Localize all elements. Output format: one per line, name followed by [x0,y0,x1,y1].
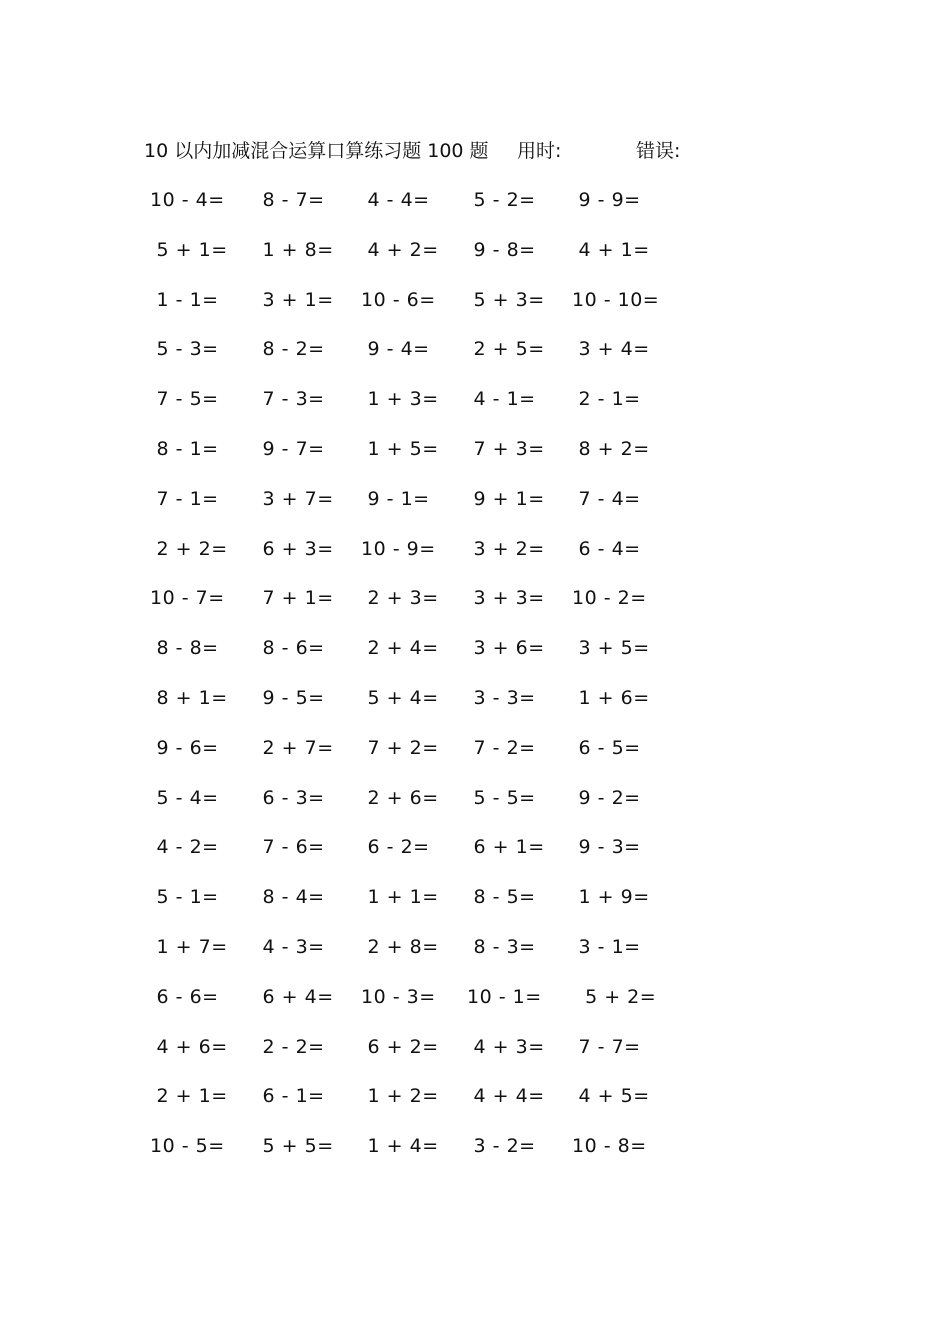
problem-item: 6 - 6= [150,985,219,1008]
problem-item: 8 + 2= [572,437,650,460]
problem-item: 6 - 1= [256,1085,325,1108]
problem-item: 10 - 7= [150,587,225,610]
problem-item: 5 - 2= [467,189,536,211]
problem-item: 3 + 5= [572,637,650,660]
problem-grid [0,185,950,1181]
problem-item: 10 - 8= [572,1135,647,1158]
problem-item: 4 - 1= [467,388,536,411]
problem-item: 2 + 2= [150,537,228,560]
problem-item: 9 - 3= [572,836,641,859]
problem-item: 6 + 4= [256,985,334,1008]
problem-item: 5 + 3= [467,288,545,311]
problem-item: 5 + 4= [361,686,439,709]
problem-item: 9 - 8= [467,238,536,261]
problem-item: 8 - 7= [256,189,325,211]
problem-item: 1 - 1= [150,288,219,311]
problem-item: 6 - 4= [572,537,641,560]
problem-item: 10 - 9= [361,537,436,560]
problem-item: 7 - 3= [256,388,325,411]
problem-row [0,783,950,833]
problem-item: 5 + 5= [256,1135,334,1158]
problem-item: 3 + 7= [256,487,334,510]
problem-item: 4 + 6= [150,1035,228,1058]
problem-row [0,1032,950,1082]
problem-row [0,733,950,783]
problem-item: 8 - 8= [150,637,219,660]
problem-item: 8 - 6= [256,637,325,660]
problem-item: 10 - 3= [361,985,436,1008]
problem-item: 3 - 2= [467,1135,536,1158]
problem-item: 9 - 5= [256,686,325,709]
problem-item: 3 - 1= [572,935,641,958]
problem-item: 8 - 5= [467,886,536,909]
problem-item: 9 + 1= [467,487,545,510]
problem-row [0,235,950,285]
problem-row [0,932,950,982]
problem-item: 1 + 7= [150,935,228,958]
problem-item: 3 + 6= [467,637,545,660]
problem-item: 2 + 8= [361,935,439,958]
problem-item: 7 - 2= [467,736,536,759]
problem-row [0,185,950,235]
problem-item: 9 - 1= [361,487,430,510]
problem-item: 5 + 1= [150,238,228,261]
problem-item: 1 + 9= [572,886,650,909]
problem-item: 1 + 8= [256,238,334,261]
problem-row [0,1081,950,1131]
problem-row [0,434,950,484]
problem-item: 6 + 1= [467,836,545,859]
problem-item: 9 - 2= [572,786,641,809]
problem-item: 10 - 2= [572,587,647,610]
problem-item: 3 - 3= [467,686,536,709]
problem-item: 1 + 4= [361,1135,439,1158]
problem-item: 6 + 3= [256,537,334,560]
problem-item: 7 - 5= [150,388,219,411]
worksheet-header [0,137,950,165]
problem-item: 9 - 7= [256,437,325,460]
problem-item: 4 + 4= [467,1085,545,1108]
problem-item: 6 + 2= [361,1035,439,1058]
problem-item: 2 - 1= [572,388,641,411]
problem-item: 2 + 1= [150,1085,228,1108]
problem-item: 6 - 2= [361,836,430,859]
problem-row [0,534,950,584]
problem-item: 2 + 5= [467,338,545,361]
problem-item: 2 + 4= [361,637,439,660]
problem-item: 3 + 2= [467,537,545,560]
problem-item: 10 - 4= [150,189,225,211]
problem-item: 5 - 3= [150,338,219,361]
problem-item: 2 + 3= [361,587,439,610]
problem-item: 2 - 2= [256,1035,325,1058]
problem-item: 2 + 6= [361,786,439,809]
problem-item: 1 + 2= [361,1085,439,1108]
worksheet-title: 10 以内加减混合运算口算练习题 100 题 [144,140,489,162]
problem-item: 7 - 7= [572,1035,641,1058]
problem-row [0,982,950,1032]
problem-item: 10 - 10= [572,288,660,311]
problem-item: 4 - 3= [256,935,325,958]
problem-item: 4 - 2= [150,836,219,859]
problem-row [0,1131,950,1181]
problem-item: 1 + 3= [361,388,439,411]
problem-item: 4 + 3= [467,1035,545,1058]
problem-row [0,583,950,633]
problem-row [0,683,950,733]
problem-item: 8 + 1= [150,686,228,709]
problem-item: 7 - 4= [572,487,641,510]
problem-row [0,633,950,683]
problem-item: 8 - 4= [256,886,325,909]
problem-item: 9 - 9= [572,189,641,211]
time-used-label: 用时: [517,140,562,162]
problem-item: 4 + 5= [572,1085,650,1108]
problem-item: 5 - 5= [467,786,536,809]
problem-item: 7 + 2= [361,736,439,759]
problem-item: 7 + 3= [467,437,545,460]
problem-item: 4 + 1= [572,238,650,261]
problem-item: 5 + 2= [572,985,657,1008]
problem-item: 9 - 4= [361,338,430,361]
problem-item: 10 - 6= [361,288,436,311]
problem-item: 1 + 5= [361,437,439,460]
problem-item: 1 + 6= [572,686,650,709]
problem-item: 10 - 5= [150,1135,225,1158]
problem-item: 2 + 7= [256,736,334,759]
problem-row [0,484,950,534]
problem-item: 3 + 4= [572,338,650,361]
problem-item: 4 + 2= [361,238,439,261]
problem-item: 1 + 1= [361,886,439,909]
problem-item: 3 + 3= [467,587,545,610]
problem-item: 7 - 1= [150,487,219,510]
problem-item: 8 - 1= [150,437,219,460]
problem-item: 5 - 1= [150,886,219,909]
problem-item: 8 - 2= [256,338,325,361]
problem-row [0,384,950,434]
problem-item: 7 + 1= [256,587,334,610]
problem-item: 3 + 1= [256,288,334,311]
problem-item: 6 - 3= [256,786,325,809]
problem-row [0,882,950,932]
problem-item: 6 - 5= [572,736,641,759]
problem-item: 4 - 4= [361,189,430,211]
error-count-label: 错误: [636,140,681,162]
problem-item: 5 - 4= [150,786,219,809]
problem-row [0,334,950,384]
problem-row [0,285,950,335]
problem-row [0,832,950,882]
problem-item: 9 - 6= [150,736,219,759]
problem-item: 8 - 3= [467,935,536,958]
problem-item: 7 - 6= [256,836,325,859]
problem-item: 10 - 1= [467,985,542,1008]
